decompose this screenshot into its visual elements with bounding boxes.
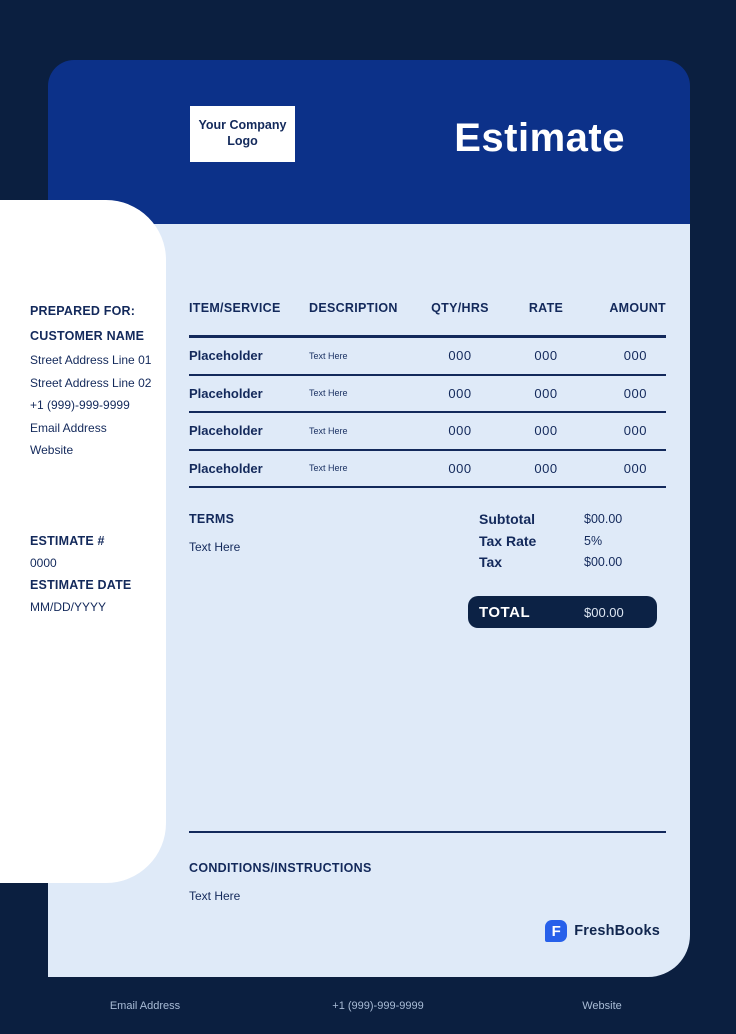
- estimate-number: 0000: [30, 556, 57, 570]
- prepared-for-label: PREPARED FOR:: [30, 304, 136, 318]
- qty-cell: 000: [448, 423, 472, 439]
- estimate-date-label: ESTIMATE DATE: [30, 578, 132, 592]
- freshbooks-wordmark: FreshBooks: [574, 923, 660, 939]
- line-items-table: [189, 301, 666, 488]
- description-cell: Text Here: [309, 350, 348, 361]
- terms-label: TERMS: [189, 512, 235, 526]
- tax-row: [468, 552, 657, 574]
- column-header-item-service: ITEM/SERVICE: [189, 301, 281, 315]
- tax-rate-value: 5%: [584, 533, 603, 548]
- qty-cell: 000: [448, 348, 472, 364]
- total-label: TOTAL: [479, 603, 531, 621]
- logo-text-line2: Logo: [227, 134, 258, 148]
- conditions-divider: [189, 831, 666, 833]
- conditions-text: Text Here: [189, 889, 241, 903]
- document-title: Estimate: [454, 116, 625, 160]
- qty-cell: 000: [448, 460, 472, 476]
- amount-cell: 000: [623, 385, 647, 401]
- rate-cell: 000: [534, 460, 558, 476]
- tax-rate-row: [468, 531, 657, 553]
- rate-cell: 000: [534, 423, 558, 439]
- estimate-meta-block: [30, 530, 162, 618]
- table-row: [189, 451, 666, 489]
- customer-website: Website: [30, 443, 74, 457]
- prepared-for-block: [30, 300, 162, 462]
- customer-phone: +1 (999)-999-9999: [30, 398, 130, 412]
- freshbooks-icon-letter: F: [551, 922, 561, 940]
- customer-address-line2: Street Address Line 02: [30, 375, 152, 390]
- tax-label: Tax: [479, 554, 503, 570]
- amount-cell: 000: [623, 348, 647, 364]
- table-row: [189, 338, 666, 376]
- terms-section: [189, 512, 240, 555]
- subtotal-label: Subtotal: [479, 511, 535, 527]
- item-cell: Placeholder: [189, 423, 263, 439]
- subtotal-value: $00.00: [584, 512, 623, 526]
- tax-rate-label: Tax Rate: [479, 532, 537, 549]
- estimate-date: MM/DD/YYYY: [30, 600, 107, 614]
- column-header-rate: RATE: [528, 301, 564, 315]
- customer-name: CUSTOMER NAME: [30, 328, 145, 343]
- logo-text-line1: Your Company: [198, 118, 287, 133]
- totals-section: [468, 509, 657, 574]
- company-logo-placeholder: [190, 106, 295, 162]
- footer-email: Email Address: [109, 1000, 181, 1012]
- customer-address-line1: Street Address Line 01: [30, 353, 152, 367]
- freshbooks-brand: [545, 920, 660, 942]
- description-cell: Text Here: [309, 463, 348, 474]
- rate-cell: 000: [534, 348, 558, 364]
- header-banner: [48, 60, 690, 224]
- qty-cell: 000: [448, 385, 472, 401]
- rate-cell: 000: [534, 385, 558, 401]
- footer-website: Website: [582, 1000, 622, 1012]
- item-cell: Placeholder: [189, 460, 263, 476]
- sidebar-panel: [0, 200, 166, 883]
- item-cell: Placeholder: [189, 348, 263, 364]
- table-header-row: [189, 301, 666, 338]
- amount-cell: 000: [623, 460, 647, 476]
- customer-email: Email Address: [30, 420, 107, 435]
- column-header-qty-hrs: QTY/HRS: [431, 301, 489, 315]
- estimate-number-label: ESTIMATE #: [30, 534, 105, 548]
- item-cell: Placeholder: [189, 385, 263, 401]
- conditions-label: CONDITIONS/INSTRUCTIONS: [189, 861, 372, 875]
- column-header-amount: AMOUNT: [609, 301, 666, 315]
- tax-value: $00.00: [584, 555, 623, 569]
- table-row: [189, 413, 666, 451]
- footer-phone: +1 (999)-999-9999: [332, 1000, 424, 1012]
- amount-cell: 000: [623, 423, 647, 439]
- description-cell: Text Here: [309, 425, 348, 436]
- total-value: $00.00: [584, 604, 624, 620]
- table-row: [189, 376, 666, 414]
- freshbooks-icon: [545, 920, 567, 942]
- subtotal-row: [468, 509, 657, 531]
- total-box: [468, 596, 657, 628]
- terms-text: Text Here: [189, 540, 241, 554]
- description-cell: Text Here: [309, 388, 348, 399]
- column-header-description: DESCRIPTION: [309, 301, 398, 315]
